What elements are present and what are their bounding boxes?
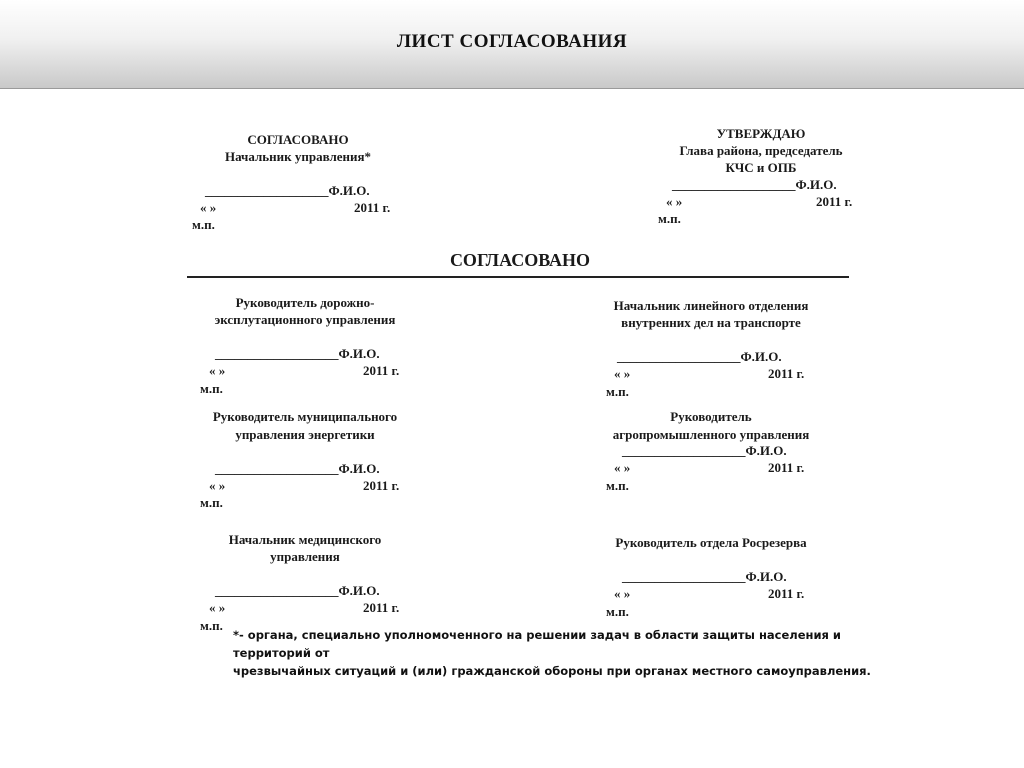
signature-line: ___________________Ф.И.О. (672, 177, 837, 192)
footnote (233, 626, 913, 680)
date-year: 2011 г. (354, 200, 391, 215)
stamp-label: м.п. (606, 384, 629, 399)
signature-line: ___________________Ф.И.О. (622, 569, 787, 584)
block-position-line2: управления энергетики (235, 427, 375, 442)
signature-line: ___________________Ф.И.О. (215, 461, 380, 476)
footnote-line1: *- органа, специально уполномоченного на решении задач в области защиты населения и территорий от (233, 628, 841, 660)
block-position-line2: эксплутационного управления (214, 312, 396, 327)
date-year: 2011 г. (363, 600, 400, 615)
date-quotes: « » (209, 363, 226, 378)
block-position-line1: Глава района, председатель (679, 143, 843, 158)
block-heading: СОГЛАСОВАНО (247, 132, 349, 147)
block-position-line2: управления (270, 549, 340, 564)
block-position-line1: Начальник медицинского (228, 532, 382, 547)
block-position-line1: Руководитель (670, 409, 752, 424)
date-year: 2011 г. (363, 478, 400, 493)
section-divider (187, 276, 849, 278)
block-position: Начальник управления* (224, 149, 372, 164)
date-quotes: « » (614, 586, 631, 601)
date-year: 2011 г. (768, 586, 805, 601)
stamp-label: м.п. (200, 495, 223, 510)
block-position-line1: Руководитель дорожно- (235, 295, 375, 310)
date-quotes: « » (666, 194, 683, 209)
signature-line: ___________________Ф.И.О. (622, 443, 787, 458)
block-position-line2: КЧС и ОПБ (725, 160, 797, 175)
signature-line: ___________________Ф.И.О. (205, 183, 370, 198)
stamp-label: м.п. (606, 604, 629, 619)
footnote-line2: чрезвычайных ситуаций и (или) гражданской обороны при органах местного самоуправления. (233, 664, 871, 678)
block-position-line1: Руководитель отдела Росрезерва (615, 535, 807, 550)
date-year: 2011 г. (816, 194, 853, 209)
section-title: СОГЛАСОВАНО (449, 250, 591, 270)
date-quotes: « » (200, 200, 217, 215)
block-heading: УТВЕРЖДАЮ (716, 126, 806, 141)
date-year: 2011 г. (363, 363, 400, 378)
date-year: 2011 г. (768, 460, 805, 475)
header-bar (0, 0, 1024, 89)
page-title: ЛИСТ СОГЛАСОВАНИЯ (396, 31, 628, 52)
date-quotes: « » (614, 366, 631, 381)
stamp-label: м.п. (658, 211, 681, 226)
signature-line: ___________________Ф.И.О. (617, 349, 782, 364)
stamp-label: м.п. (200, 618, 223, 633)
block-position-line1: Начальник линейного отделения (613, 298, 809, 313)
stamp-label: м.п. (200, 381, 223, 396)
signature-line: ___________________Ф.И.О. (215, 583, 380, 598)
date-year: 2011 г. (768, 366, 805, 381)
block-position-line2: внутренних дел на транспорте (621, 315, 801, 330)
block-position-line1: Руководитель муниципального (212, 409, 398, 424)
signature-line: ___________________Ф.И.О. (215, 346, 380, 361)
date-quotes: « » (209, 600, 226, 615)
date-quotes: « » (209, 478, 226, 493)
block-position-line2: агропромышленного управления (612, 427, 810, 442)
date-quotes: « » (614, 460, 631, 475)
stamp-label: м.п. (192, 217, 215, 232)
stamp-label: м.п. (606, 478, 629, 493)
